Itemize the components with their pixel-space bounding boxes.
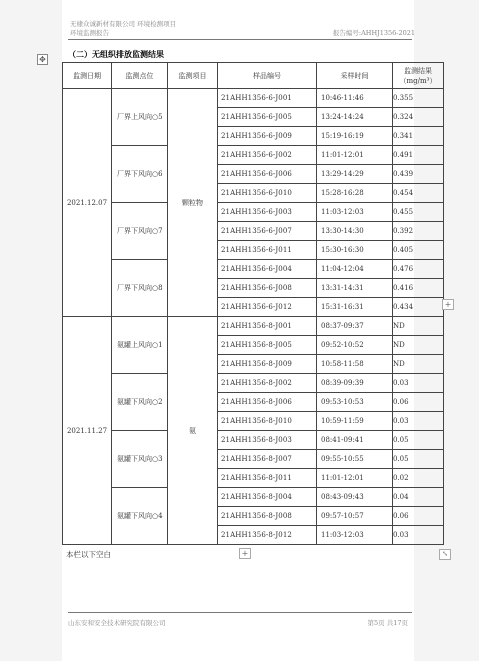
col-header-result: 监测结果（mg/m³）	[393, 63, 444, 89]
monitoring-item-cell: 氨	[168, 317, 218, 545]
table-row	[63, 431, 444, 450]
monitoring-point-cell: 氨罐下风向○4	[112, 488, 168, 545]
sampling-time-cell: 08:37-09:37	[317, 317, 393, 336]
sampling-time-cell: 11:01-12:01	[317, 469, 393, 488]
sample-id-cell: 21AHH1356-8-J001	[218, 317, 317, 336]
footer-divider	[68, 612, 412, 613]
sampling-time-cell: 11:01-12:01	[317, 146, 393, 165]
sample-id-cell: 21AHH1356-6-J012	[218, 298, 317, 317]
section-title: （二）无组织排放监测结果	[68, 49, 164, 59]
result-cell: 0.06	[393, 393, 444, 412]
plus-icon[interactable]: +	[442, 299, 454, 310]
sampling-time-cell: 09:57-10:57	[317, 507, 393, 526]
sampling-time-cell: 13:31-14:31	[317, 279, 393, 298]
sample-id-cell: 21AHH1356-6-J002	[218, 146, 317, 165]
result-cell: ND	[393, 317, 444, 336]
page-header	[70, 20, 415, 38]
result-cell: 0.324	[393, 108, 444, 127]
sample-id-cell: 21AHH1356-6-J003	[218, 203, 317, 222]
table-row	[63, 488, 444, 507]
sample-id-cell: 21AHH1356-6-J008	[218, 279, 317, 298]
col-header-item: 监测项目	[168, 63, 218, 89]
monitoring-date-cell: 2021.11.27	[63, 317, 112, 545]
monitoring-date-cell: 2021.12.07	[63, 89, 112, 317]
sample-id-cell: 21AHH1356-8-J004	[218, 488, 317, 507]
sampling-time-cell: 09:55-10:55	[317, 450, 393, 469]
sample-id-cell: 21AHH1356-8-J007	[218, 450, 317, 469]
sampling-time-cell: 11:04-12:04	[317, 260, 393, 279]
sampling-time-cell: 08:41-09:41	[317, 431, 393, 450]
footer-page-number: 第5页 共17页	[367, 619, 408, 627]
sample-id-cell: 21AHH1356-6-J007	[218, 222, 317, 241]
sample-id-cell: 21AHH1356-6-J004	[218, 260, 317, 279]
page-footer	[68, 618, 412, 627]
result-cell: 0.355	[393, 89, 444, 108]
monitoring-point-cell: 氨罐下风向○3	[112, 431, 168, 488]
sample-id-cell: 21AHH1356-8-J010	[218, 412, 317, 431]
result-cell: 0.434	[393, 298, 444, 317]
resize-icon[interactable]: ⤡	[439, 549, 451, 560]
sampling-time-cell: 15:31-16:31	[317, 298, 393, 317]
sampling-time-cell: 09:53-10:53	[317, 393, 393, 412]
footer-company: 山东安和安全技术研究院有限公司	[68, 619, 166, 627]
monitoring-point-cell: 厂界下风向○8	[112, 260, 168, 317]
sampling-time-cell: 13:29-14:29	[317, 165, 393, 184]
sampling-time-cell: 08:39-09:39	[317, 374, 393, 393]
table-row	[63, 317, 444, 336]
result-cell: 0.06	[393, 507, 444, 526]
result-cell: ND	[393, 336, 444, 355]
result-cell: 0.455	[393, 203, 444, 222]
sample-id-cell: 21AHH1356-8-J005	[218, 336, 317, 355]
result-cell: 0.03	[393, 374, 444, 393]
sample-id-cell: 21AHH1356-6-J006	[218, 165, 317, 184]
result-cell: 0.476	[393, 260, 444, 279]
table-row	[63, 89, 444, 108]
sampling-time-cell: 13:30-14:30	[317, 222, 393, 241]
header-report-type: 环境监测报告	[70, 29, 109, 37]
result-cell: 0.03	[393, 526, 444, 545]
table-row	[63, 374, 444, 393]
sample-id-cell: 21AHH1356-8-J011	[218, 469, 317, 488]
result-cell: 0.04	[393, 488, 444, 507]
table-header-row	[63, 63, 444, 89]
result-cell: 0.03	[393, 412, 444, 431]
move-icon[interactable]: ✥	[37, 54, 48, 65]
result-cell: 0.05	[393, 431, 444, 450]
sample-id-cell: 21AHH1356-6-J009	[218, 127, 317, 146]
sampling-time-cell: 10:59-11:59	[317, 412, 393, 431]
result-cell: 0.405	[393, 241, 444, 260]
result-cell: ND	[393, 355, 444, 374]
sampling-time-cell: 10:46-11:46	[317, 89, 393, 108]
sample-id-cell: 21AHH1356-6-J005	[218, 108, 317, 127]
col-header-time: 采样时间	[317, 63, 393, 89]
result-cell: 0.454	[393, 184, 444, 203]
table-row	[63, 146, 444, 165]
monitoring-point-cell: 厂界上风向○5	[112, 89, 168, 146]
sample-id-cell: 21AHH1356-8-J012	[218, 526, 317, 545]
sample-id-cell: 21AHH1356-8-J009	[218, 355, 317, 374]
col-header-point: 监测点位	[112, 63, 168, 89]
sample-id-cell: 21AHH1356-8-J008	[218, 507, 317, 526]
sampling-time-cell: 11:03-12:03	[317, 526, 393, 545]
header-divider	[68, 39, 412, 40]
sampling-time-cell: 15:28-16:28	[317, 184, 393, 203]
monitoring-point-cell: 厂界下风向○7	[112, 203, 168, 260]
table-row	[63, 260, 444, 279]
sample-id-cell: 21AHH1356-6-J010	[218, 184, 317, 203]
monitoring-point-cell: 氨罐下风向○2	[112, 374, 168, 431]
result-cell: 0.02	[393, 469, 444, 488]
result-cell: 0.05	[393, 450, 444, 469]
sample-id-cell: 21AHH1356-8-J006	[218, 393, 317, 412]
col-header-sample: 样品编号	[218, 63, 317, 89]
sample-id-cell: 21AHH1356-6-J011	[218, 241, 317, 260]
monitoring-point-cell: 氨罐上风向○1	[112, 317, 168, 374]
sample-id-cell: 21AHH1356-6-J001	[218, 89, 317, 108]
result-cell: 0.341	[393, 127, 444, 146]
sampling-time-cell: 15:19-16:19	[317, 127, 393, 146]
result-cell: 0.439	[393, 165, 444, 184]
col-header-date: 监测日期	[63, 63, 112, 89]
sampling-time-cell: 08:43-09:43	[317, 488, 393, 507]
add-row-plus-icon[interactable]: +	[239, 548, 251, 559]
sampling-time-cell: 13:24-14:24	[317, 108, 393, 127]
monitoring-item-cell: 颗粒物	[168, 89, 218, 317]
result-cell: 0.491	[393, 146, 444, 165]
header-report-number: 报告编号:AHHJ1356-2021	[332, 29, 415, 37]
results-table	[62, 62, 444, 545]
sample-id-cell: 21AHH1356-8-J003	[218, 431, 317, 450]
result-cell: 0.392	[393, 222, 444, 241]
sampling-time-cell: 15:30-16:30	[317, 241, 393, 260]
monitoring-point-cell: 厂界下风向○6	[112, 146, 168, 203]
table-row	[63, 203, 444, 222]
sampling-time-cell: 09:52-10:52	[317, 336, 393, 355]
result-cell: 0.416	[393, 279, 444, 298]
blank-below-note: 本栏以下空白	[66, 550, 111, 559]
header-project-line: 无棣众诚新材有限公司 环境检测项目	[70, 20, 177, 28]
sampling-time-cell: 10:58-11:58	[317, 355, 393, 374]
sample-id-cell: 21AHH1356-8-J002	[218, 374, 317, 393]
sampling-time-cell: 11:03-12:03	[317, 203, 393, 222]
